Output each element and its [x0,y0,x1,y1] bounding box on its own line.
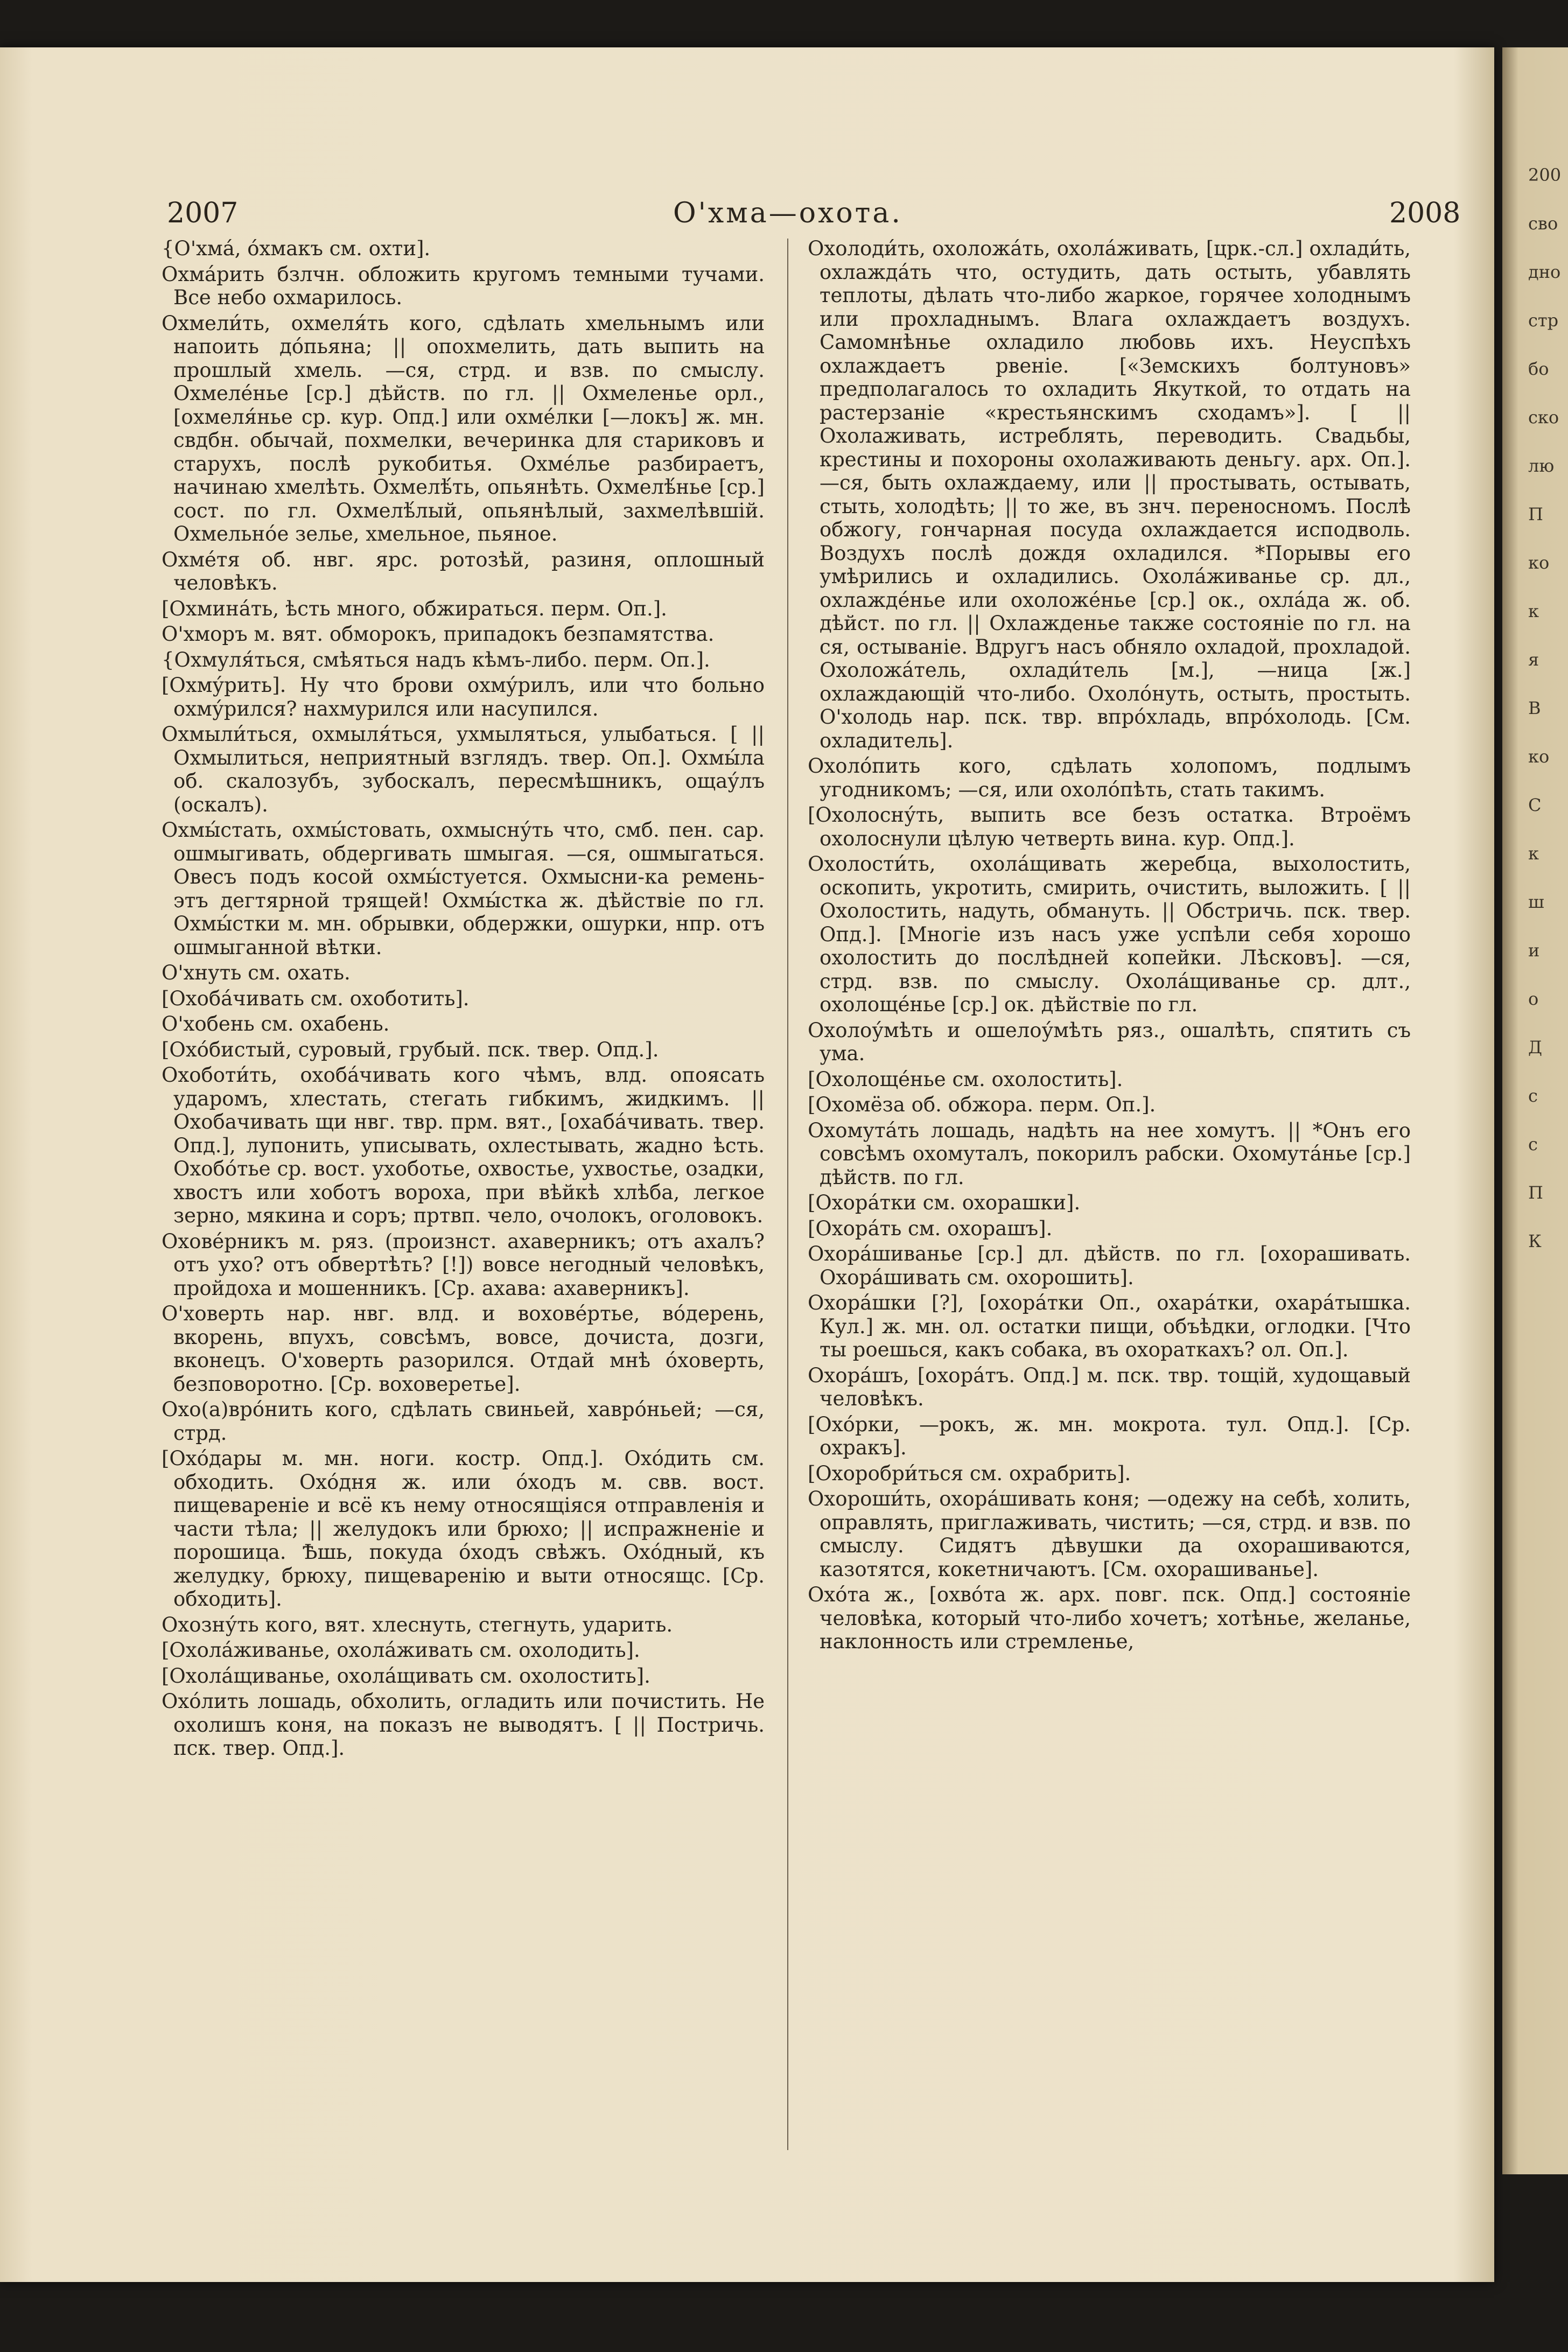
dictionary-page [0,47,1494,2282]
entry: Охора́шки [?], [охора́тки Оп., охара́тки, охара́тышка. Кул.] ж. мн. ол. остатки пищи, объѣдки, оглодки. [Что ты роешься, какъ собака, въ охораткахъ? ол. Оп.]. [808,1291,1411,1361]
page-number-right: 2008 [1389,197,1461,229]
entry: Охо́лить лошадь, обхолить, огладить или почистить. Не охолишъ коня, на показъ не выводятъ. [ || Постричь. пск. твер. Опд.]. [162,1690,765,1760]
fragment: ко [1528,746,1550,767]
entry: Охолоди́ть, охоложа́ть, охола́живать, [црк.-сл.] охлади́ть, охлажда́ть что, остудить, дать остыть, убавлять теплоты, дѣлать что-либо жаркое, горячее холоднымъ или прохладнымъ. Влага охлаждаетъ воздухъ. Самомнѣнье охладило любовь ихъ. Неуспѣхъ охлаждаетъ рвеніе. [«Земскихъ болтуновъ» предполагалось то охладить Якуткой, то отдать на растерзаніе «крестьянскимъ сходамъ»]. [ || Охолаживать, истреблять, переводить. Свадьбы, крестины и похороны охолаживають деньгу. арх. Оп.]. —ся, быть охлаждаему, или || простывать, остывать, стыть, холодѣть; || то же, въ знч. переносномъ. Послѣ обжогу, гончарная посуда охлаждается исподволь. Воздухъ послѣ дождя охладился. *Порывы его умѣрились и охладились. Охола́живанье ср. дл., охлажде́нье или охоложе́нье [ср.] ок., охла́да ж. об. дѣйст. по гл. || Охлажденье также состояніе по гл. на ся, остываніе. Вдругъ насъ обняло охладой, прохладой. Охоложа́тель, охлади́тель [м.], —ница [ж.] охлаждающій что-либо. Охоло́нуть, остыть, простыть. О'холодь нар. пск. твр. впро́хладь, впро́холодь. [См. охладитель]. [808,237,1411,752]
fragment: с [1528,1086,1538,1106]
entry: Охо́та ж., [охво́та ж. арх. повг. пск. Опд.] состояніе человѣка, который что-либо хочетъ; хотѣнье, желанье, наклонность или стремленье, [808,1583,1411,1653]
fragment: В [1528,698,1541,718]
entry: [Охо́дары м. мн. ноги. костр. Опд.]. Охо́дить см. обходить. Охо́дня ж. или о́ходъ м. свв. вост. пищевареніе и всё къ нему относящіяся отправленія и части тѣла; || желудокъ или брюхо; || испражненіе и порошица. Ѣшь, покуда о́ходъ свѣжъ. Охо́дный, къ желудку, брюху, пищеваренію и выти относящс. [Ср. обходить]. [162,1447,765,1611]
fragment: о [1528,989,1539,1009]
entry: [Охомёза об. обжора. перм. Оп.]. [808,1093,1156,1116]
entry: Охо(а)вро́нить кого, сдѣлать свиньей, хавро́ньей; —ся, стрд. [162,1398,765,1445]
entry: [Охмина́ть, ѣсть много, обжираться. перм. Оп.]. [162,597,667,620]
entry: [Охоробри́ться см. охрабрить]. [808,1461,1131,1485]
entry: {Охмуля́ться, смѣяться надъ кѣмъ-либо. перм. Оп.]. [162,648,710,671]
entry: О'хморъ м. вят. обморокъ, припадокъ безпамятства. [162,622,715,646]
page-number-left: 2007 [167,197,239,229]
entry: [Охоба́чивать см. охоботить]. [162,986,470,1010]
fragment: к [1528,601,1539,621]
fragment: ско [1528,407,1559,428]
entry: Охора́шъ, [охора́тъ. Опд.] м. пск. твр. тощій, худощавый человѣкъ. [808,1363,1411,1410]
entry: Охозну́ть кого, вят. хлеснуть, стегнуть, ударить. [162,1613,673,1636]
entry: Охма́рить бзлчн. обложить кругомъ темными тучами. Все небо охмарилось. [162,262,765,309]
entry: Охмели́ть, охмеля́ть кого, сдѣлать хмельнымъ или напоить до́пьяна; || опохмелить, дать выпить на прошлый хмель. —ся, стрд. и взв. по смыслу. Охмеле́нье [ср.] дѣйств. по гл. || Охмеленье орл., [охмеля́нье ср. кур. Опд.] или охме́лки [—локъ] ж. мн. свдбн. обычай, похмелки, вечеринка для стариковъ и старухъ, послѣ рукобитья. Охме́лье разбираетъ, начинаю хмелѣть. Охмелѣ́ть, опьянѣть. Охмелѣ́нье [ср.] сост. по гл. Охмелѣ́лый, опьянѣлый, захмелѣвшій. Охмельно́е зелье, хмельное, пьяное. [162,311,765,545]
entry: О'хнуть см. охать. [162,961,351,984]
fragment: лю [1528,456,1555,476]
fragment: я [1528,649,1539,670]
fragment: ко [1528,552,1550,573]
fragment: С [1528,795,1542,815]
entry: Охме́тя об. нвг. ярс. ротозѣй, разиня, оплошный человѣкъ. [162,548,765,594]
fragment: 200 [1528,165,1562,185]
entry: Охове́рникъ м. ряз. (произнст. ахаверникъ; отъ ахалъ? отъ ухо? отъ обвертѣть? [!]) вовсе негодный человѣкъ, пройдоха и мошенникъ. [Ср. ахава: ахаверникъ]. [162,1229,765,1300]
entry: О'ховерть нар. нвг. влд. и вохове́ртье, во́дерень, вкорень, впухъ, совсѣмъ, вовсе, дочиста, дозги, вконецъ. О'ховерть разорился. Отдай мнѣ о́ховерть, безповоротно. [Ср. воховеретье]. [162,1302,765,1396]
fragment: К [1528,1231,1542,1251]
entry: Охолоу́мѣть и ошелоу́мѣть ряз., ошалѣть, спятить съ ума. [808,1018,1411,1065]
entry: Охолости́ть, охола́щивать жеребца, выхолостить, оскопить, укротить, смирить, очистить, выложить. [ || Охолостить, надуть, обмануть. || Обстричь. пск. твер. Опд.]. [Многіе изъ насъ уже успѣли себя хорошо охолостить до послѣдней копейки. Лѣсковъ]. —ся, стрд. взв. по смыслу. Охола́щиванье ср. длт., охолоще́нье [ср.] ок. дѣйствіе по гл. [808,852,1411,1016]
fragment: бо [1528,359,1549,379]
page-header-title: О'хма—охота. [673,197,902,229]
entry: Охмы́стать, охмы́стовать, охмысну́ть что, смб. пен. сар. ошмыгивать, обдергивать шмыгая. —ся, ошмыгаться. Овесъ подъ косой охмы́стуется. Охмысни-ка ремень-этъ дегтярной трящей! Охмы́стка ж. дѣйствіе по гл. Охмы́стки м. мн. обрывки, обдержки, ошурки, нпр. отъ ошмыганной вѣтки. [162,818,765,959]
fragment: к [1528,843,1539,864]
entry: [Охо́рки, —рокъ, ж. мн. мокрота. тул. Опд.]. [Ср. охракъ]. [808,1412,1411,1459]
fragment: стр [1528,310,1559,331]
fragment: П [1528,504,1543,524]
entry: [Охора́тки см. охорашки]. [808,1191,1081,1214]
fragment: ш [1528,892,1544,912]
entry: Охоло́пить кого, сдѣлать холопомъ, подлымъ угодникомъ; —ся, или охоло́пѣть, стать такимъ. [808,754,1411,801]
fragment: П [1528,1182,1543,1203]
entry: [Охолоще́нье см. охолостить]. [808,1067,1123,1091]
entry: Охороши́ть, охора́шивать коня; —одежу на себѣ, холить, оправлять, приглаживать, чистить; —ся, стрд. и взв. по смыслу. Сидятъ дѣвушки да охорашиваются, казотятся, кокетничаютъ. [См. охорашиванье]. [808,1487,1411,1581]
entry: [Охму́рить]. Ну что брови охму́рилъ, или что больно охму́рился? нахмурился или насупился. [162,674,765,720]
entry: О'хобень см. охабень. [162,1012,390,1035]
entry: {О'хма́, о́хмакъ см. охти]. [162,237,431,260]
fragment: Д [1528,1037,1543,1058]
entry: [Охолосну́ть, выпить все безъ остатка. Втроёмъ охолоснули цѣлую четверть вина. кур. Опд.]. [808,803,1411,850]
entry: [Охола́живанье, охола́живать см. охолодить]. [162,1639,640,1662]
entry: Охоботи́ть, охоба́чивать кого чѣмъ, влд. опоясать ударомъ, хлестать, стегать гибкимъ, жидкимъ. || Охобачивать щи нвг. твр. прм. вят., [охаба́чивать. твер. Опд.], лупонить, уписывать, охлестывать, жадно ѣсть. Охобо́тье ср. вост. ухоботье, охвостье, ухвостье, озадки, хвостъ или хоботъ вороха, при вѣйкѣ хлѣба, легкое зерно, мякина и соръ; пртвп. чело, очолокъ, оголовокъ. [162,1063,765,1227]
right-column [808,237,1411,1656]
entry: Охмыли́ться, охмыля́ться, ухмыляться, улыбаться. [ || Охмылиться, неприятный взглядъ. твер. Оп.]. Охмы́ла об. скалозубъ, зубоскалъ, пересмѣшникъ, ощау́лъ (оскалъ). [162,723,765,816]
next-page-fragments [1528,151,1566,1265]
entry: Охомута́ть лошадь, надѣть на нее хомутъ. || *Онъ его совсѣмъ охомуталъ, покорилъ рабски. Охомута́нье [ср.] дѣйств. по гл. [808,1118,1411,1189]
fragment: сво [1528,213,1558,234]
entry: [Охола́щиванье, охола́щивать см. охолостить]. [162,1664,650,1688]
fragment: дно [1528,262,1561,282]
entry: [Охора́ть см. охорашъ]. [808,1216,1053,1240]
entry: [Охо́бистый, суровый, грубый. пск. твер. Опд.]. [162,1038,659,1061]
entry: Охора́шиванье [ср.] дл. дѣйств. по гл. [охорашивать. Охора́шивать см. охорошить]. [808,1242,1411,1289]
left-column [162,237,765,1762]
column-divider [787,239,788,2150]
fragment: с [1528,1134,1538,1154]
fragment: и [1528,940,1540,961]
